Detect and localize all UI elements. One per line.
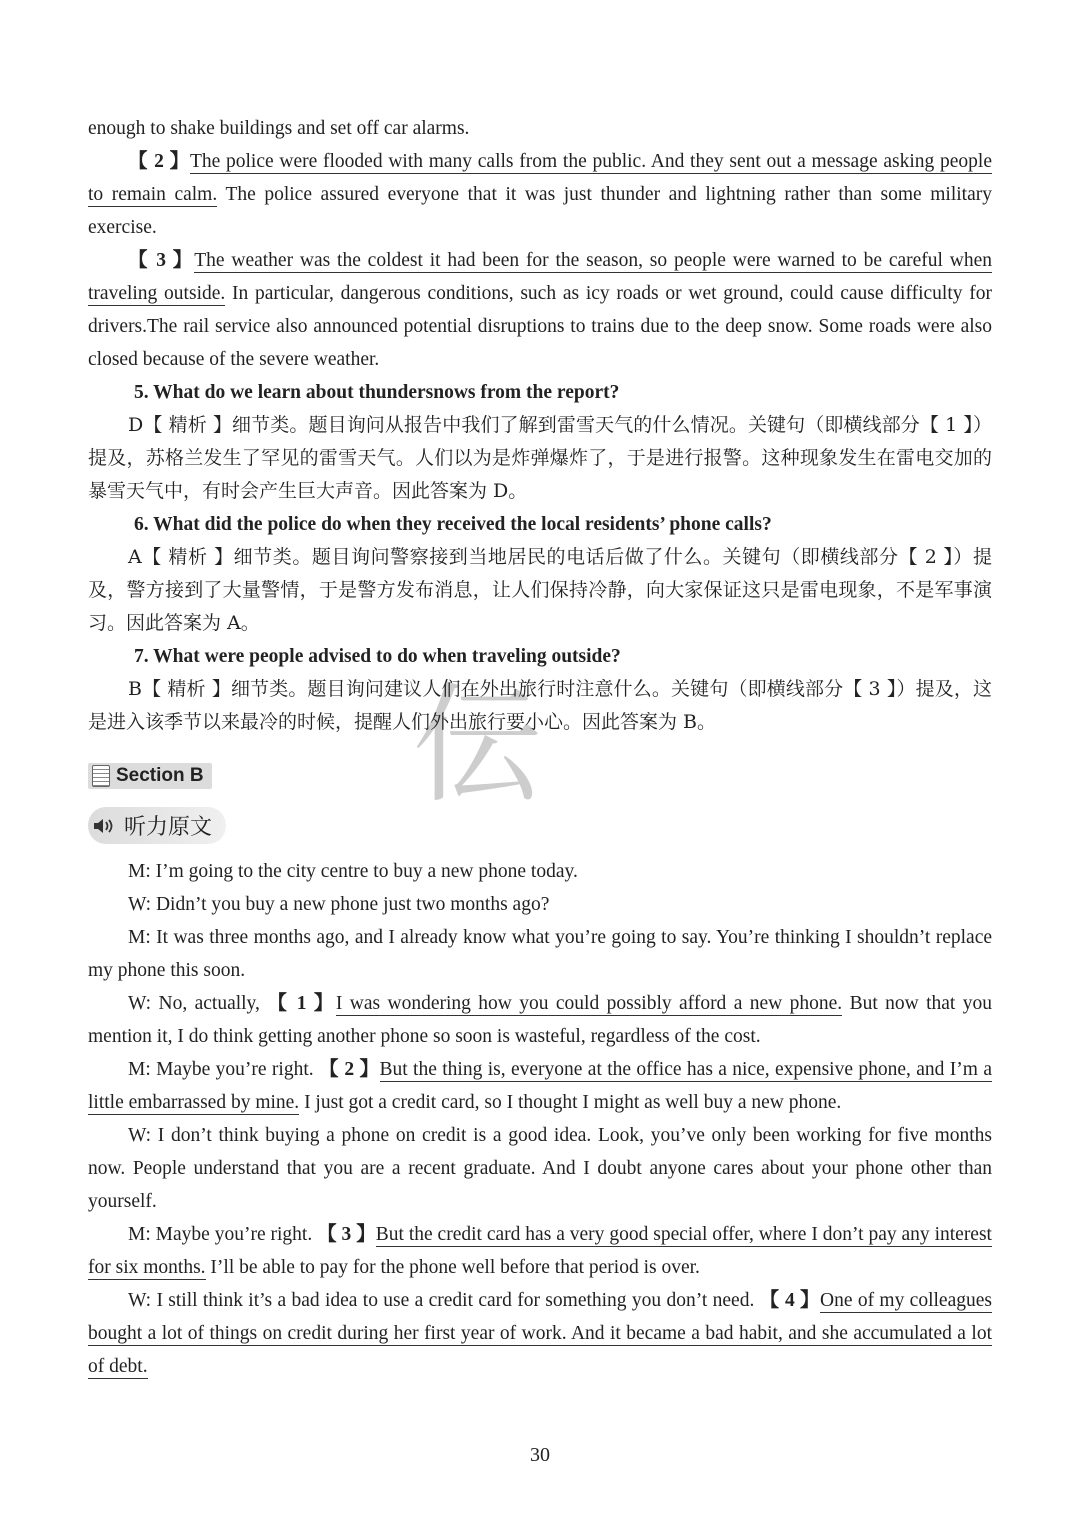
underlined-key-sentence: But the thing is, everyone at the office has a nice, expensive phone, and I’m a little embarrassed by mine. <box>88 1059 992 1113</box>
text: M: Maybe you’re right. <box>128 1224 318 1245</box>
underlined-key-sentence: I was wondering how you could possibly afford a new phone. <box>335 993 843 1014</box>
dialogue-line <box>88 1218 992 1284</box>
document-icon <box>92 765 110 787</box>
question: 6. What did the police do when they received the local residents’ phone calls? <box>134 514 772 535</box>
underlined-key-sentence: One of my colleagues bought a lot of things on credit during her first year of work. And it became a bad habit, and she accumulated a lot of debt. <box>88 1290 992 1377</box>
dialogue-line <box>88 1053 992 1119</box>
key-tag: 【 2 】 <box>319 1059 380 1080</box>
text: I’ll be able to pay for the phone well before that period is over. <box>205 1257 700 1278</box>
speaker-icon <box>92 816 116 836</box>
key-tag: 【 3 】 <box>128 250 195 271</box>
listening-label: 听力原文 <box>124 815 213 840</box>
page-number: 30 <box>530 1444 550 1466</box>
section-title: Section B <box>116 765 204 786</box>
dialogue-line: M: I’m going to the city centre to buy a new phone today. <box>128 861 578 882</box>
key-tag: 【 2 】 <box>128 151 190 172</box>
watermark: 伝 <box>412 669 543 821</box>
dialogue-line: W: Didn’t you buy a new phone just two months ago? <box>128 894 550 915</box>
dialogue-line <box>88 987 992 1053</box>
text: In particular, dangerous conditions, such as icy roads or wet ground, could cause difficulty for drivers.The rail service also announced potential disruptions to trains due to the deep snow. Some roads were also closed because of the severe weather. <box>88 283 992 370</box>
paragraph <box>88 244 992 376</box>
dialogue-line: M: It was three months ago, and I already know what you’re going to say. You’re thinking I shouldn’t replace my phone this soon. <box>88 927 992 981</box>
question: 7. What were people advised to do when traveling outside? <box>134 646 621 667</box>
underlined-key-sentence: But the credit card has a very good special offer, where I don’t pay any interest for six months. <box>88 1224 992 1278</box>
text: W: No, actually, <box>128 993 268 1014</box>
paragraph <box>88 145 992 244</box>
underlined-key-sentence: The weather was the coldest it had been for the season, so people were warned to be careful when traveling outside. <box>88 250 992 304</box>
listening-heading <box>88 807 992 845</box>
underlined-key-sentence: The police were flooded with many calls from the public. And they sent out a message asking people to remain calm. <box>88 151 992 205</box>
text: W: I still think it’s a bad idea to use a credit card for something you don’t need. <box>128 1290 760 1311</box>
key-tag: 【 3 】 <box>317 1224 376 1245</box>
dialogue-line: W: I don’t think buying a phone on credit is a good idea. Look, you’ve only been working for five months now. People understand that you are a recent graduate. And I doubt anyone cares about your phone other than yourself. <box>88 1125 992 1212</box>
dialogue <box>88 855 992 1383</box>
answer-analysis: A【 精析 】细节类。题目询问警察接到当地居民的电话后做了什么。关键句（即横线部分【 2 】）提及，警方接到了大量警情，于是警方发布消息，让人们保持冷静，向大家保证这只是雷电现象，不是军事演习。因此答案为 A。 <box>88 546 992 634</box>
page-content <box>88 112 992 1383</box>
dialogue-line <box>88 1284 992 1383</box>
text: The police assured everyone that it was just thunder and lightning rather than some military exercise. <box>88 184 993 238</box>
text: I just got a credit card, so I thought I might as well buy a new phone. <box>299 1092 842 1113</box>
text: M: Maybe you’re right. <box>128 1059 319 1080</box>
section-heading <box>88 763 992 793</box>
answer-analysis: B【 精析 】细节类。题目询问建议人们在外出旅行时注意什么。关键句（即横线部分【 3 】）提及，这是进入该季节以来最冷的时候，提醒人们外出旅行要小心。因此答案为 B。 <box>88 678 992 733</box>
key-tag: 【 4 】 <box>759 1290 821 1311</box>
text: But now that you mention it, I do think getting another phone so soon is wasteful, regardless of the cost. <box>88 993 992 1047</box>
paragraph: enough to shake buildings and set off car alarms. <box>88 118 470 139</box>
question: 5. What do we learn about thundersnows from the report? <box>134 382 620 403</box>
key-tag: 【 1 】 <box>267 993 336 1014</box>
answer-analysis: D【 精析 】细节类。题目询问从报告中我们了解到雷雪天气的什么情况。关键句（即横线部分【 1 】）提及，苏格兰发生了罕见的雷雪天气。人们以为是炸弹爆炸了，于是进行报警。这种现象发生在雷电交加的暴雪天气中，有时会产生巨大声音。因此答案为 D。 <box>88 414 992 502</box>
